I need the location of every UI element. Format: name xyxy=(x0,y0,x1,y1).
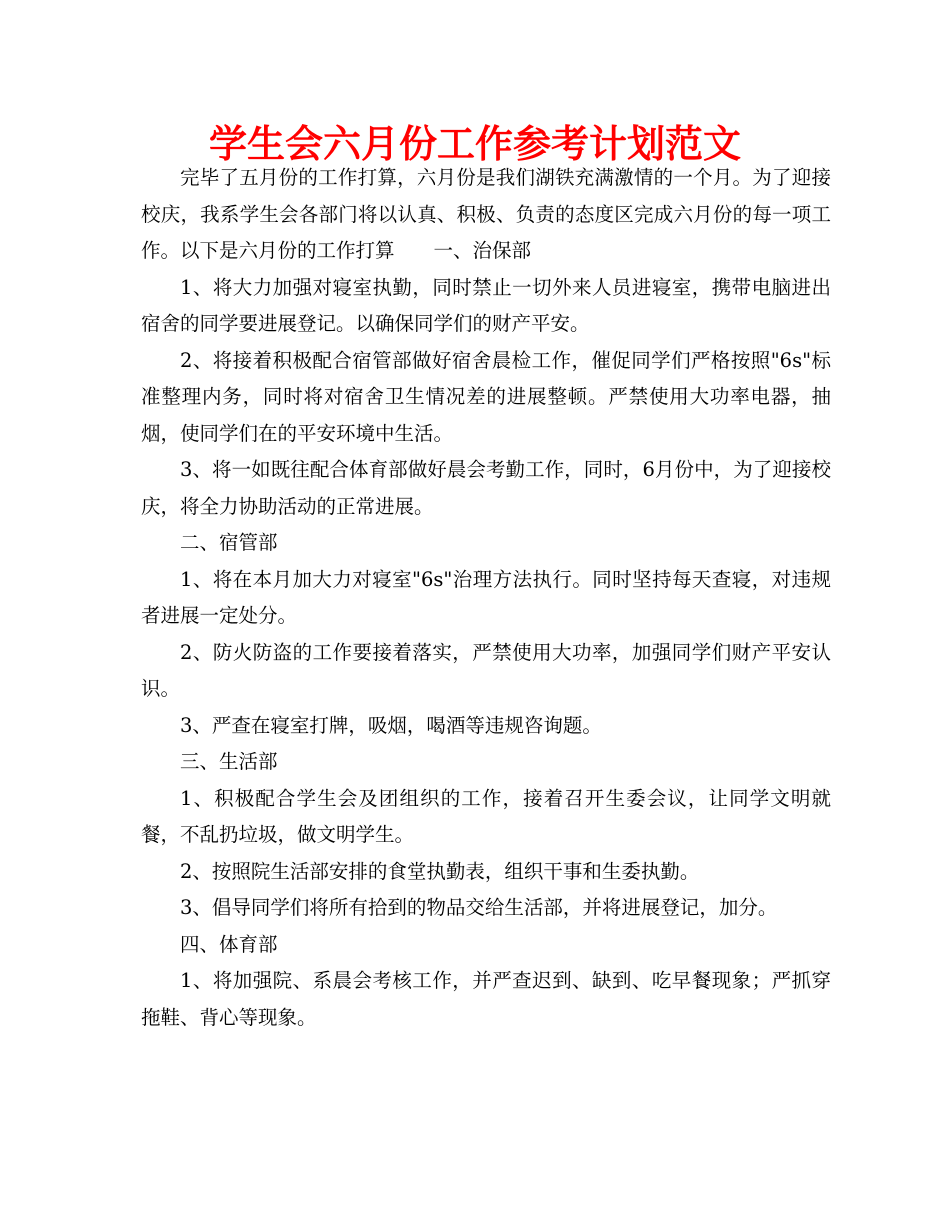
paragraph-security-1: 1、将大力加强对寝室执勤，同时禁止一切外来人员进寝室，携带电脑进出宿舍的同学要进展登记。以确保同学们的财产平安。 xyxy=(141,275,831,335)
paragraph-security-3: 3、将一如既往配合体育部做好晨会考勤工作，同时，6月份中，为了迎接校庆，将全力协助活动的正常进展。 xyxy=(141,458,831,518)
paragraph-sports-1: 1、将加强院、系晨会考核工作，并严查迟到、缺到、吃早餐现象；严抓穿拖鞋、背心等现象。 xyxy=(141,969,831,1029)
paragraph-dorm-2: 2、防火防盗的工作要接着落实，严禁使用大功率，加强同学们财产平安认识。 xyxy=(141,640,831,700)
paragraph-intro: 完毕了五月份的工作打算，六月份是我们湖铁充满激情的一个月。为了迎接校庆，我系学生会各部门将以认真、积极、负责的态度区完成六月份的每一项工作。以下是六月份的工作打算 一、治保部 xyxy=(141,166,831,262)
document-body xyxy=(141,160,831,1036)
section-heading-sports: 四、体育部 xyxy=(180,932,278,956)
paragraph-life-3: 3、倡导同学们将所有拾到的物品交给生活部，并将进展登记，加分。 xyxy=(180,896,778,919)
paragraph-dorm-3: 3、严查在寝室打牌，吸烟，喝酒等违规咨询题。 xyxy=(180,713,602,737)
document-title: 学生会六月份工作参考计划范文 xyxy=(208,122,741,166)
paragraph-life-2: 2、按照院生活部安排的食堂执勤表，组织干事和生委执勤。 xyxy=(180,859,700,883)
section-heading-life: 三、生活部 xyxy=(180,750,278,773)
section-heading-dorm: 二、宿管部 xyxy=(180,531,278,554)
paragraph-dorm-1: 1、将在本月加大力对寝室"6s"治理方法执行。同时坚持每天查寝，对违规者进展一定处分。 xyxy=(141,567,831,627)
paragraph-security-2: 2、将接着积极配合宿管部做好宿舍晨检工作，催促同学们严格按照"6s"标准整理内务，同时将对宿舍卫生情况差的进展整顿。严禁使用大功率电器，抽烟，使同学们在的平安环境中生活。 xyxy=(141,348,831,445)
paragraph-life-1: 1、积极配合学生会及团组织的工作，接着召开生委会议，让同学文明就餐，不乱扔垃圾，做文明学生。 xyxy=(141,786,831,846)
